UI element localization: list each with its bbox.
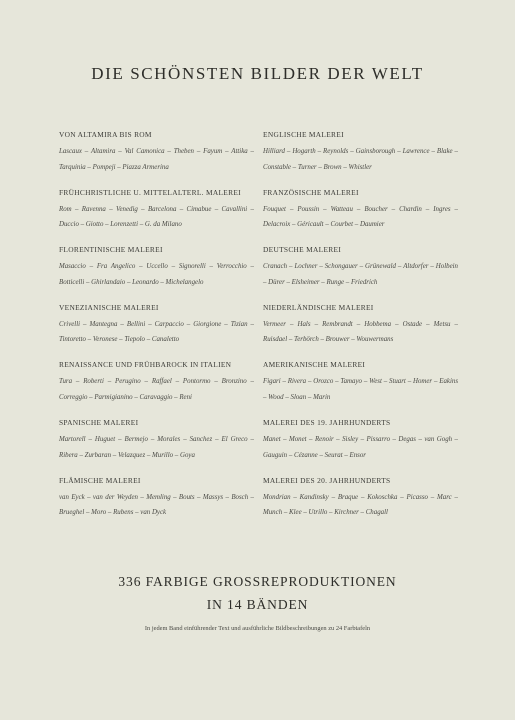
section-heading: AMERIKANISCHE MALEREI — [263, 360, 366, 370]
section-florentinisch — [59, 245, 254, 303]
page-title: DIE SCHÖNSTEN BILDER DER WELT — [91, 64, 424, 83]
section-artists: Lascaux – Altamira – Val Camonica – Theben – Fayum – Attika – Tarquinia – Pompeji – Piazza Armerina — [59, 148, 254, 171]
section-deutsch — [263, 245, 458, 303]
left-column — [59, 130, 254, 533]
section-niederlaendisch — [263, 303, 458, 361]
footer-reproductions-count: 336 FARBIGE GROSSREPRODUKTIONEN — [118, 574, 397, 589]
section-20-jahrhundert — [263, 476, 458, 534]
section-heading: SPANISCHE MALEREI — [59, 417, 139, 427]
section-artists: Tura – Roberti – Perugino – Raffael – Pontormo – Bronzino – Correggio – Parmigianino – Caravaggio – Reni — [59, 378, 254, 401]
section-heading: FRANZÖSISCHE MALEREI — [263, 187, 359, 197]
section-artists: Figari – Rivera – Orozco – Tamayo – West – Stuart – Homer – Eakins – Wood – Sloan – Marin — [263, 378, 458, 401]
section-heading: FRÜHCHRISTLICHE U. MITTELALTERL. MALEREI — [59, 187, 241, 197]
footer-description: In jedem Band einführender Text und ausführliche Bildbeschreibungen zu 24 Farbtafeln — [144, 625, 371, 632]
section-heading: VON ALTAMIRA BIS ROM — [59, 130, 152, 139]
section-spanisch — [59, 418, 254, 476]
section-heading: DEUTSCHE MALEREI — [263, 245, 342, 255]
section-heading: FLORENTINISCHE MALEREI — [59, 245, 163, 255]
section-renaissance — [59, 360, 254, 418]
footer-volumes-count: IN 14 BÄNDEN — [206, 597, 309, 612]
section-artists: Hilliard – Hogarth – Reynolds – Gainsborough – Lawrence – Blake – Constable – Turner – Brown – Whistler — [263, 148, 458, 171]
section-heading: RENAISSANCE UND FRÜHBAROCK IN ITALIEN — [59, 360, 232, 370]
section-fruehchristlich — [59, 188, 254, 246]
section-altamira — [59, 130, 254, 188]
section-venezianisch — [59, 303, 254, 361]
section-artists: Rom – Ravenna – Venedig – Barcelona – Cimabue – Cavallini – Duccio – Giotto – Lorenzetti – G. da Milano — [59, 205, 254, 229]
section-artists: van Eyck – van der Weyden – Memling – Bouts – Massys – Bosch – Brueghel – Moro – Rubens – van Dyck — [59, 493, 254, 517]
section-artists: Mondrian – Kandinsky – Braque – Kokoschka – Picasso – Marc – Munch – Klee – Utrillo – Kirchner – Chagall — [263, 493, 458, 517]
section-artists: Vermeer – Hals – Rembrandt – Hobbema – Ostade – Metsu – Ruisdael – Terbörch – Brouwer – Wouwermans — [263, 320, 458, 344]
section-heading: VENEZIANISCHE MALEREI — [59, 302, 159, 312]
section-artists: Manet – Monet – Renoir – Sisley – Pissarro – Degas – van Gogh – Gauguin – Cézanne – Seurat – Ensor — [263, 435, 458, 459]
section-heading: MALEREI DES 20. JAHRHUNDERTS — [263, 475, 391, 485]
section-franzoesisch — [263, 188, 458, 246]
section-heading: ENGLISCHE MALEREI — [263, 130, 344, 139]
section-artists: Cranach – Lochner – Schongauer – Grünewald – Altdorfer – Holbein – Dürer – Elsheimer – Runge – Friedrich — [263, 263, 458, 286]
section-19-jahrhundert — [263, 418, 458, 476]
section-artists: Masaccio – Fra Angelico – Uccello – Signorelli – Verrocchio – Botticelli – Ghirlandaio – Leonardo – Michelangelo — [59, 263, 254, 286]
section-artists: Fouquet – Poussin – Watteau – Boucher – Chardin – Ingres – Delacroix – Géricault – Courbet – Daumier — [263, 205, 458, 229]
section-artists: Martorell – Huguet – Bermejo – Morales – Sanchez – El Greco – Ribera – Zurbaran – Velazquez – Murillo – Goya — [59, 435, 254, 459]
section-heading: FLÄMISCHE MALEREI — [59, 475, 141, 485]
section-flaemisch — [59, 476, 254, 534]
section-amerikanisch — [263, 360, 458, 418]
right-column — [263, 130, 458, 533]
section-heading: NIEDERLÄNDISCHE MALEREI — [263, 302, 374, 312]
section-englisch — [263, 130, 458, 188]
section-heading: MALEREI DES 19. JAHRHUNDERTS — [263, 417, 391, 427]
section-artists: Crivelli – Mantegna – Bellini – Carpaccio – Giorgione – Tizian – Tintoretto – Veronese – Tiepolo – Canaletto — [59, 320, 254, 344]
